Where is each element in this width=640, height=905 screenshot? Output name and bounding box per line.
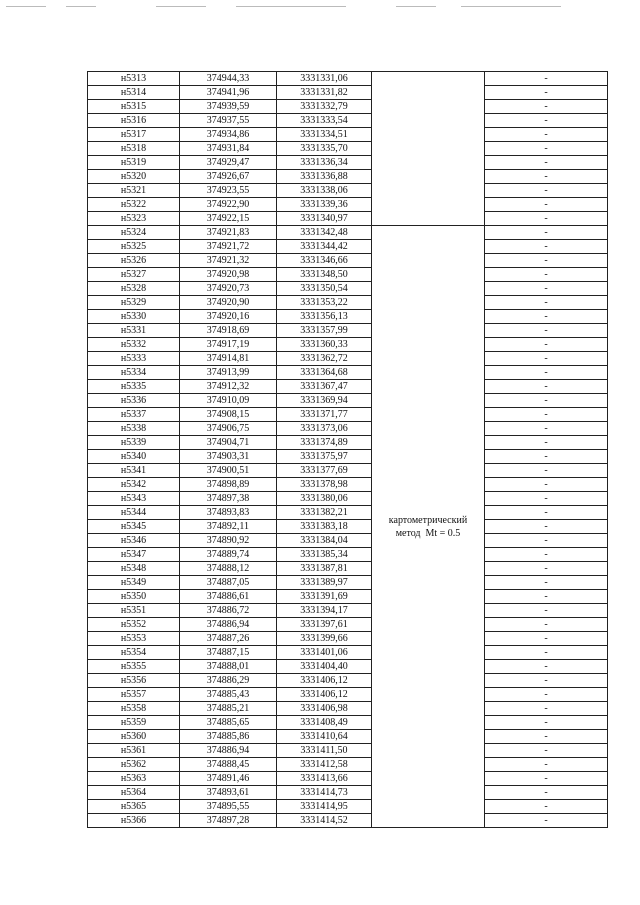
x-coordinate-cell: 374913,99	[180, 366, 277, 380]
y-coordinate-cell: 3331406,12	[277, 674, 372, 688]
y-coordinate-cell: 3331364,68	[277, 366, 372, 380]
point-id-cell: н5365	[88, 800, 180, 814]
dash-cell: -	[485, 436, 608, 450]
dash-cell: -	[485, 534, 608, 548]
x-coordinate-cell: 374914,81	[180, 352, 277, 366]
method-cell-empty	[372, 72, 485, 226]
y-coordinate-cell: 3331340,97	[277, 212, 372, 226]
table-row	[88, 142, 608, 156]
table-row	[88, 170, 608, 184]
point-id-cell: н5355	[88, 660, 180, 674]
x-coordinate-cell: 374926,67	[180, 170, 277, 184]
x-coordinate-cell: 374893,83	[180, 506, 277, 520]
dash-cell: -	[485, 282, 608, 296]
dash-cell: -	[485, 520, 608, 534]
point-id-cell: н5347	[88, 548, 180, 562]
point-id-cell: н5360	[88, 730, 180, 744]
table-row	[88, 758, 608, 772]
point-id-cell: н5338	[88, 422, 180, 436]
table-row	[88, 506, 608, 520]
point-id-cell: н5320	[88, 170, 180, 184]
table-row	[88, 408, 608, 422]
y-coordinate-cell: 3331413,66	[277, 772, 372, 786]
point-id-cell: н5353	[88, 632, 180, 646]
dash-cell: -	[485, 380, 608, 394]
table-row	[88, 352, 608, 366]
y-coordinate-cell: 3331342,48	[277, 226, 372, 240]
x-coordinate-cell: 374897,38	[180, 492, 277, 506]
y-coordinate-cell: 3331394,17	[277, 604, 372, 618]
table-row	[88, 702, 608, 716]
y-coordinate-cell: 3331369,94	[277, 394, 372, 408]
y-coordinate-cell: 3331414,95	[277, 800, 372, 814]
x-coordinate-cell: 374920,16	[180, 310, 277, 324]
dash-cell: -	[485, 254, 608, 268]
point-id-cell: н5313	[88, 72, 180, 86]
x-coordinate-cell: 374886,72	[180, 604, 277, 618]
table-row	[88, 590, 608, 604]
table-row	[88, 548, 608, 562]
point-id-cell: н5330	[88, 310, 180, 324]
dash-cell: -	[485, 632, 608, 646]
x-coordinate-cell: 374934,86	[180, 128, 277, 142]
dash-cell: -	[485, 296, 608, 310]
table-row	[88, 786, 608, 800]
x-coordinate-cell: 374887,15	[180, 646, 277, 660]
x-coordinate-cell: 374900,51	[180, 464, 277, 478]
table-row	[88, 632, 608, 646]
y-coordinate-cell: 3331377,69	[277, 464, 372, 478]
dash-cell: -	[485, 422, 608, 436]
point-id-cell: н5323	[88, 212, 180, 226]
y-coordinate-cell: 3331378,98	[277, 478, 372, 492]
point-id-cell: н5350	[88, 590, 180, 604]
table-row	[88, 366, 608, 380]
y-coordinate-cell: 3331367,47	[277, 380, 372, 394]
y-coordinate-cell: 3331374,89	[277, 436, 372, 450]
x-coordinate-cell: 374886,94	[180, 744, 277, 758]
dash-cell: -	[485, 128, 608, 142]
table-row	[88, 520, 608, 534]
table-row	[88, 674, 608, 688]
dash-cell: -	[485, 114, 608, 128]
x-coordinate-cell: 374937,55	[180, 114, 277, 128]
point-id-cell: н5364	[88, 786, 180, 800]
dash-cell: -	[485, 772, 608, 786]
x-coordinate-cell: 374885,86	[180, 730, 277, 744]
y-coordinate-cell: 3331357,99	[277, 324, 372, 338]
method-text-line2: метод Mt = 0.5	[395, 527, 461, 539]
x-coordinate-cell: 374903,31	[180, 450, 277, 464]
table-row	[88, 212, 608, 226]
dash-cell: -	[485, 744, 608, 758]
y-coordinate-cell: 3331336,88	[277, 170, 372, 184]
point-id-cell: н5352	[88, 618, 180, 632]
dash-cell: -	[485, 758, 608, 772]
y-coordinate-cell: 3331350,54	[277, 282, 372, 296]
y-coordinate-cell: 3331353,22	[277, 296, 372, 310]
x-coordinate-cell: 374888,01	[180, 660, 277, 674]
point-id-cell: н5333	[88, 352, 180, 366]
y-coordinate-cell: 3331406,12	[277, 688, 372, 702]
y-coordinate-cell: 3331408,49	[277, 716, 372, 730]
y-coordinate-cell: 3331375,97	[277, 450, 372, 464]
dash-cell: -	[485, 450, 608, 464]
coordinates-table	[87, 71, 608, 828]
dash-cell: -	[485, 366, 608, 380]
point-id-cell: н5321	[88, 184, 180, 198]
table-row	[88, 226, 608, 240]
x-coordinate-cell: 374891,46	[180, 772, 277, 786]
x-coordinate-cell: 374921,32	[180, 254, 277, 268]
y-coordinate-cell: 3331339,36	[277, 198, 372, 212]
table-row	[88, 604, 608, 618]
table-row	[88, 744, 608, 758]
dash-cell: -	[485, 618, 608, 632]
point-id-cell: н5351	[88, 604, 180, 618]
y-coordinate-cell: 3331404,40	[277, 660, 372, 674]
method-cell	[372, 226, 485, 828]
table-row	[88, 716, 608, 730]
x-coordinate-cell: 374912,32	[180, 380, 277, 394]
x-coordinate-cell: 374920,90	[180, 296, 277, 310]
x-coordinate-cell: 374910,09	[180, 394, 277, 408]
table-row	[88, 478, 608, 492]
scan-header-artifact	[6, 6, 626, 12]
dash-cell: -	[485, 184, 608, 198]
point-id-cell: н5318	[88, 142, 180, 156]
x-coordinate-cell: 374918,69	[180, 324, 277, 338]
point-id-cell: н5362	[88, 758, 180, 772]
y-coordinate-cell: 3331411,50	[277, 744, 372, 758]
table-row	[88, 730, 608, 744]
x-coordinate-cell: 374920,73	[180, 282, 277, 296]
point-id-cell: н5325	[88, 240, 180, 254]
table-row	[88, 128, 608, 142]
table-row	[88, 72, 608, 86]
point-id-cell: н5361	[88, 744, 180, 758]
y-coordinate-cell: 3331362,72	[277, 352, 372, 366]
point-id-cell: н5315	[88, 100, 180, 114]
x-coordinate-cell: 374885,65	[180, 716, 277, 730]
x-coordinate-cell: 374922,90	[180, 198, 277, 212]
point-id-cell: н5317	[88, 128, 180, 142]
point-id-cell: н5316	[88, 114, 180, 128]
table-row	[88, 618, 608, 632]
dash-cell: -	[485, 324, 608, 338]
dash-cell: -	[485, 660, 608, 674]
y-coordinate-cell: 3331346,66	[277, 254, 372, 268]
x-coordinate-cell: 374898,89	[180, 478, 277, 492]
table-row	[88, 492, 608, 506]
x-coordinate-cell: 374885,43	[180, 688, 277, 702]
dash-cell: -	[485, 156, 608, 170]
dash-cell: -	[485, 240, 608, 254]
dash-cell: -	[485, 674, 608, 688]
table-row	[88, 268, 608, 282]
x-coordinate-cell: 374897,28	[180, 814, 277, 828]
x-coordinate-cell: 374931,84	[180, 142, 277, 156]
dash-cell: -	[485, 408, 608, 422]
point-id-cell: н5322	[88, 198, 180, 212]
dash-cell: -	[485, 310, 608, 324]
point-id-cell: н5357	[88, 688, 180, 702]
dash-cell: -	[485, 646, 608, 660]
table-row	[88, 688, 608, 702]
dash-cell: -	[485, 142, 608, 156]
table-row	[88, 422, 608, 436]
table-row	[88, 814, 608, 828]
x-coordinate-cell: 374890,92	[180, 534, 277, 548]
y-coordinate-cell: 3331336,34	[277, 156, 372, 170]
dash-cell: -	[485, 548, 608, 562]
x-coordinate-cell: 374906,75	[180, 422, 277, 436]
dash-cell: -	[485, 492, 608, 506]
dash-cell: -	[485, 464, 608, 478]
table-row	[88, 464, 608, 478]
table-row	[88, 240, 608, 254]
table-row	[88, 394, 608, 408]
table-row	[88, 184, 608, 198]
table-row	[88, 562, 608, 576]
dash-cell: -	[485, 212, 608, 226]
point-id-cell: н5346	[88, 534, 180, 548]
x-coordinate-cell: 374888,12	[180, 562, 277, 576]
point-id-cell: н5358	[88, 702, 180, 716]
y-coordinate-cell: 3331410,64	[277, 730, 372, 744]
point-id-cell: н5329	[88, 296, 180, 310]
table-row	[88, 380, 608, 394]
table-row	[88, 324, 608, 338]
point-id-cell: н5359	[88, 716, 180, 730]
table-row	[88, 646, 608, 660]
point-id-cell: н5331	[88, 324, 180, 338]
point-id-cell: н5327	[88, 268, 180, 282]
x-coordinate-cell: 374892,11	[180, 520, 277, 534]
y-coordinate-cell: 3331391,69	[277, 590, 372, 604]
point-id-cell: н5319	[88, 156, 180, 170]
dash-cell: -	[485, 730, 608, 744]
dash-cell: -	[485, 226, 608, 240]
point-id-cell: н5363	[88, 772, 180, 786]
x-coordinate-cell: 374893,61	[180, 786, 277, 800]
y-coordinate-cell: 3331384,04	[277, 534, 372, 548]
y-coordinate-cell: 3331331,06	[277, 72, 372, 86]
y-coordinate-cell: 3331380,06	[277, 492, 372, 506]
table-row	[88, 310, 608, 324]
dash-cell: -	[485, 100, 608, 114]
x-coordinate-cell: 374895,55	[180, 800, 277, 814]
dash-cell: -	[485, 688, 608, 702]
dash-cell: -	[485, 590, 608, 604]
point-id-cell: н5349	[88, 576, 180, 590]
x-coordinate-cell: 374921,72	[180, 240, 277, 254]
point-id-cell: н5334	[88, 366, 180, 380]
table-row	[88, 282, 608, 296]
y-coordinate-cell: 3331383,18	[277, 520, 372, 534]
dash-cell: -	[485, 562, 608, 576]
point-id-cell: н5341	[88, 464, 180, 478]
y-coordinate-cell: 3331397,61	[277, 618, 372, 632]
dash-cell: -	[485, 394, 608, 408]
y-coordinate-cell: 3331389,97	[277, 576, 372, 590]
x-coordinate-cell: 374886,94	[180, 618, 277, 632]
point-id-cell: н5356	[88, 674, 180, 688]
point-id-cell: н5348	[88, 562, 180, 576]
y-coordinate-cell: 3331356,13	[277, 310, 372, 324]
table-row	[88, 338, 608, 352]
point-id-cell: н5335	[88, 380, 180, 394]
point-id-cell: н5326	[88, 254, 180, 268]
y-coordinate-cell: 3331387,81	[277, 562, 372, 576]
dash-cell: -	[485, 86, 608, 100]
x-coordinate-cell: 374941,96	[180, 86, 277, 100]
table-row	[88, 450, 608, 464]
x-coordinate-cell: 374886,29	[180, 674, 277, 688]
point-id-cell: н5343	[88, 492, 180, 506]
x-coordinate-cell: 374904,71	[180, 436, 277, 450]
y-coordinate-cell: 3331373,06	[277, 422, 372, 436]
y-coordinate-cell: 3331399,66	[277, 632, 372, 646]
dash-cell: -	[485, 786, 608, 800]
table-row	[88, 100, 608, 114]
dash-cell: -	[485, 604, 608, 618]
y-coordinate-cell: 3331406,98	[277, 702, 372, 716]
x-coordinate-cell: 374886,61	[180, 590, 277, 604]
point-id-cell: н5339	[88, 436, 180, 450]
dash-cell: -	[485, 814, 608, 828]
point-id-cell: н5344	[88, 506, 180, 520]
point-id-cell: н5336	[88, 394, 180, 408]
y-coordinate-cell: 3331335,70	[277, 142, 372, 156]
table-row	[88, 254, 608, 268]
point-id-cell: н5324	[88, 226, 180, 240]
point-id-cell: н5342	[88, 478, 180, 492]
point-id-cell: н5328	[88, 282, 180, 296]
y-coordinate-cell: 3331385,34	[277, 548, 372, 562]
x-coordinate-cell: 374939,59	[180, 100, 277, 114]
y-coordinate-cell: 3331414,52	[277, 814, 372, 828]
x-coordinate-cell: 374908,15	[180, 408, 277, 422]
table-row	[88, 86, 608, 100]
dash-cell: -	[485, 800, 608, 814]
point-id-cell: н5354	[88, 646, 180, 660]
y-coordinate-cell: 3331360,33	[277, 338, 372, 352]
dash-cell: -	[485, 338, 608, 352]
table-row	[88, 660, 608, 674]
y-coordinate-cell: 3331333,54	[277, 114, 372, 128]
x-coordinate-cell: 374922,15	[180, 212, 277, 226]
table-row	[88, 800, 608, 814]
point-id-cell: н5340	[88, 450, 180, 464]
point-id-cell: н5314	[88, 86, 180, 100]
dash-cell: -	[485, 198, 608, 212]
y-coordinate-cell: 3331331,82	[277, 86, 372, 100]
x-coordinate-cell: 374944,33	[180, 72, 277, 86]
y-coordinate-cell: 3331412,58	[277, 758, 372, 772]
x-coordinate-cell: 374917,19	[180, 338, 277, 352]
y-coordinate-cell: 3331348,50	[277, 268, 372, 282]
dash-cell: -	[485, 506, 608, 520]
dash-cell: -	[485, 170, 608, 184]
point-id-cell: н5337	[88, 408, 180, 422]
y-coordinate-cell: 3331382,21	[277, 506, 372, 520]
x-coordinate-cell: 374888,45	[180, 758, 277, 772]
table-row	[88, 114, 608, 128]
x-coordinate-cell: 374889,74	[180, 548, 277, 562]
y-coordinate-cell: 3331332,79	[277, 100, 372, 114]
method-text-line1: картометрический	[388, 514, 468, 526]
x-coordinate-cell: 374920,98	[180, 268, 277, 282]
y-coordinate-cell: 3331401,06	[277, 646, 372, 660]
x-coordinate-cell: 374923,55	[180, 184, 277, 198]
dash-cell: -	[485, 716, 608, 730]
table-row	[88, 156, 608, 170]
y-coordinate-cell: 3331371,77	[277, 408, 372, 422]
y-coordinate-cell: 3331338,06	[277, 184, 372, 198]
x-coordinate-cell: 374921,83	[180, 226, 277, 240]
dash-cell: -	[485, 576, 608, 590]
x-coordinate-cell: 374885,21	[180, 702, 277, 716]
dash-cell: -	[485, 478, 608, 492]
table-row	[88, 436, 608, 450]
y-coordinate-cell: 3331334,51	[277, 128, 372, 142]
dash-cell: -	[485, 702, 608, 716]
x-coordinate-cell: 374929,47	[180, 156, 277, 170]
y-coordinate-cell: 3331414,73	[277, 786, 372, 800]
y-coordinate-cell: 3331344,42	[277, 240, 372, 254]
table-row	[88, 772, 608, 786]
table-row	[88, 198, 608, 212]
table-row	[88, 296, 608, 310]
table-row	[88, 534, 608, 548]
dash-cell: -	[485, 268, 608, 282]
x-coordinate-cell: 374887,26	[180, 632, 277, 646]
x-coordinate-cell: 374887,05	[180, 576, 277, 590]
point-id-cell: н5366	[88, 814, 180, 828]
point-id-cell: н5345	[88, 520, 180, 534]
dash-cell: -	[485, 352, 608, 366]
table-row	[88, 576, 608, 590]
point-id-cell: н5332	[88, 338, 180, 352]
dash-cell: -	[485, 72, 608, 86]
